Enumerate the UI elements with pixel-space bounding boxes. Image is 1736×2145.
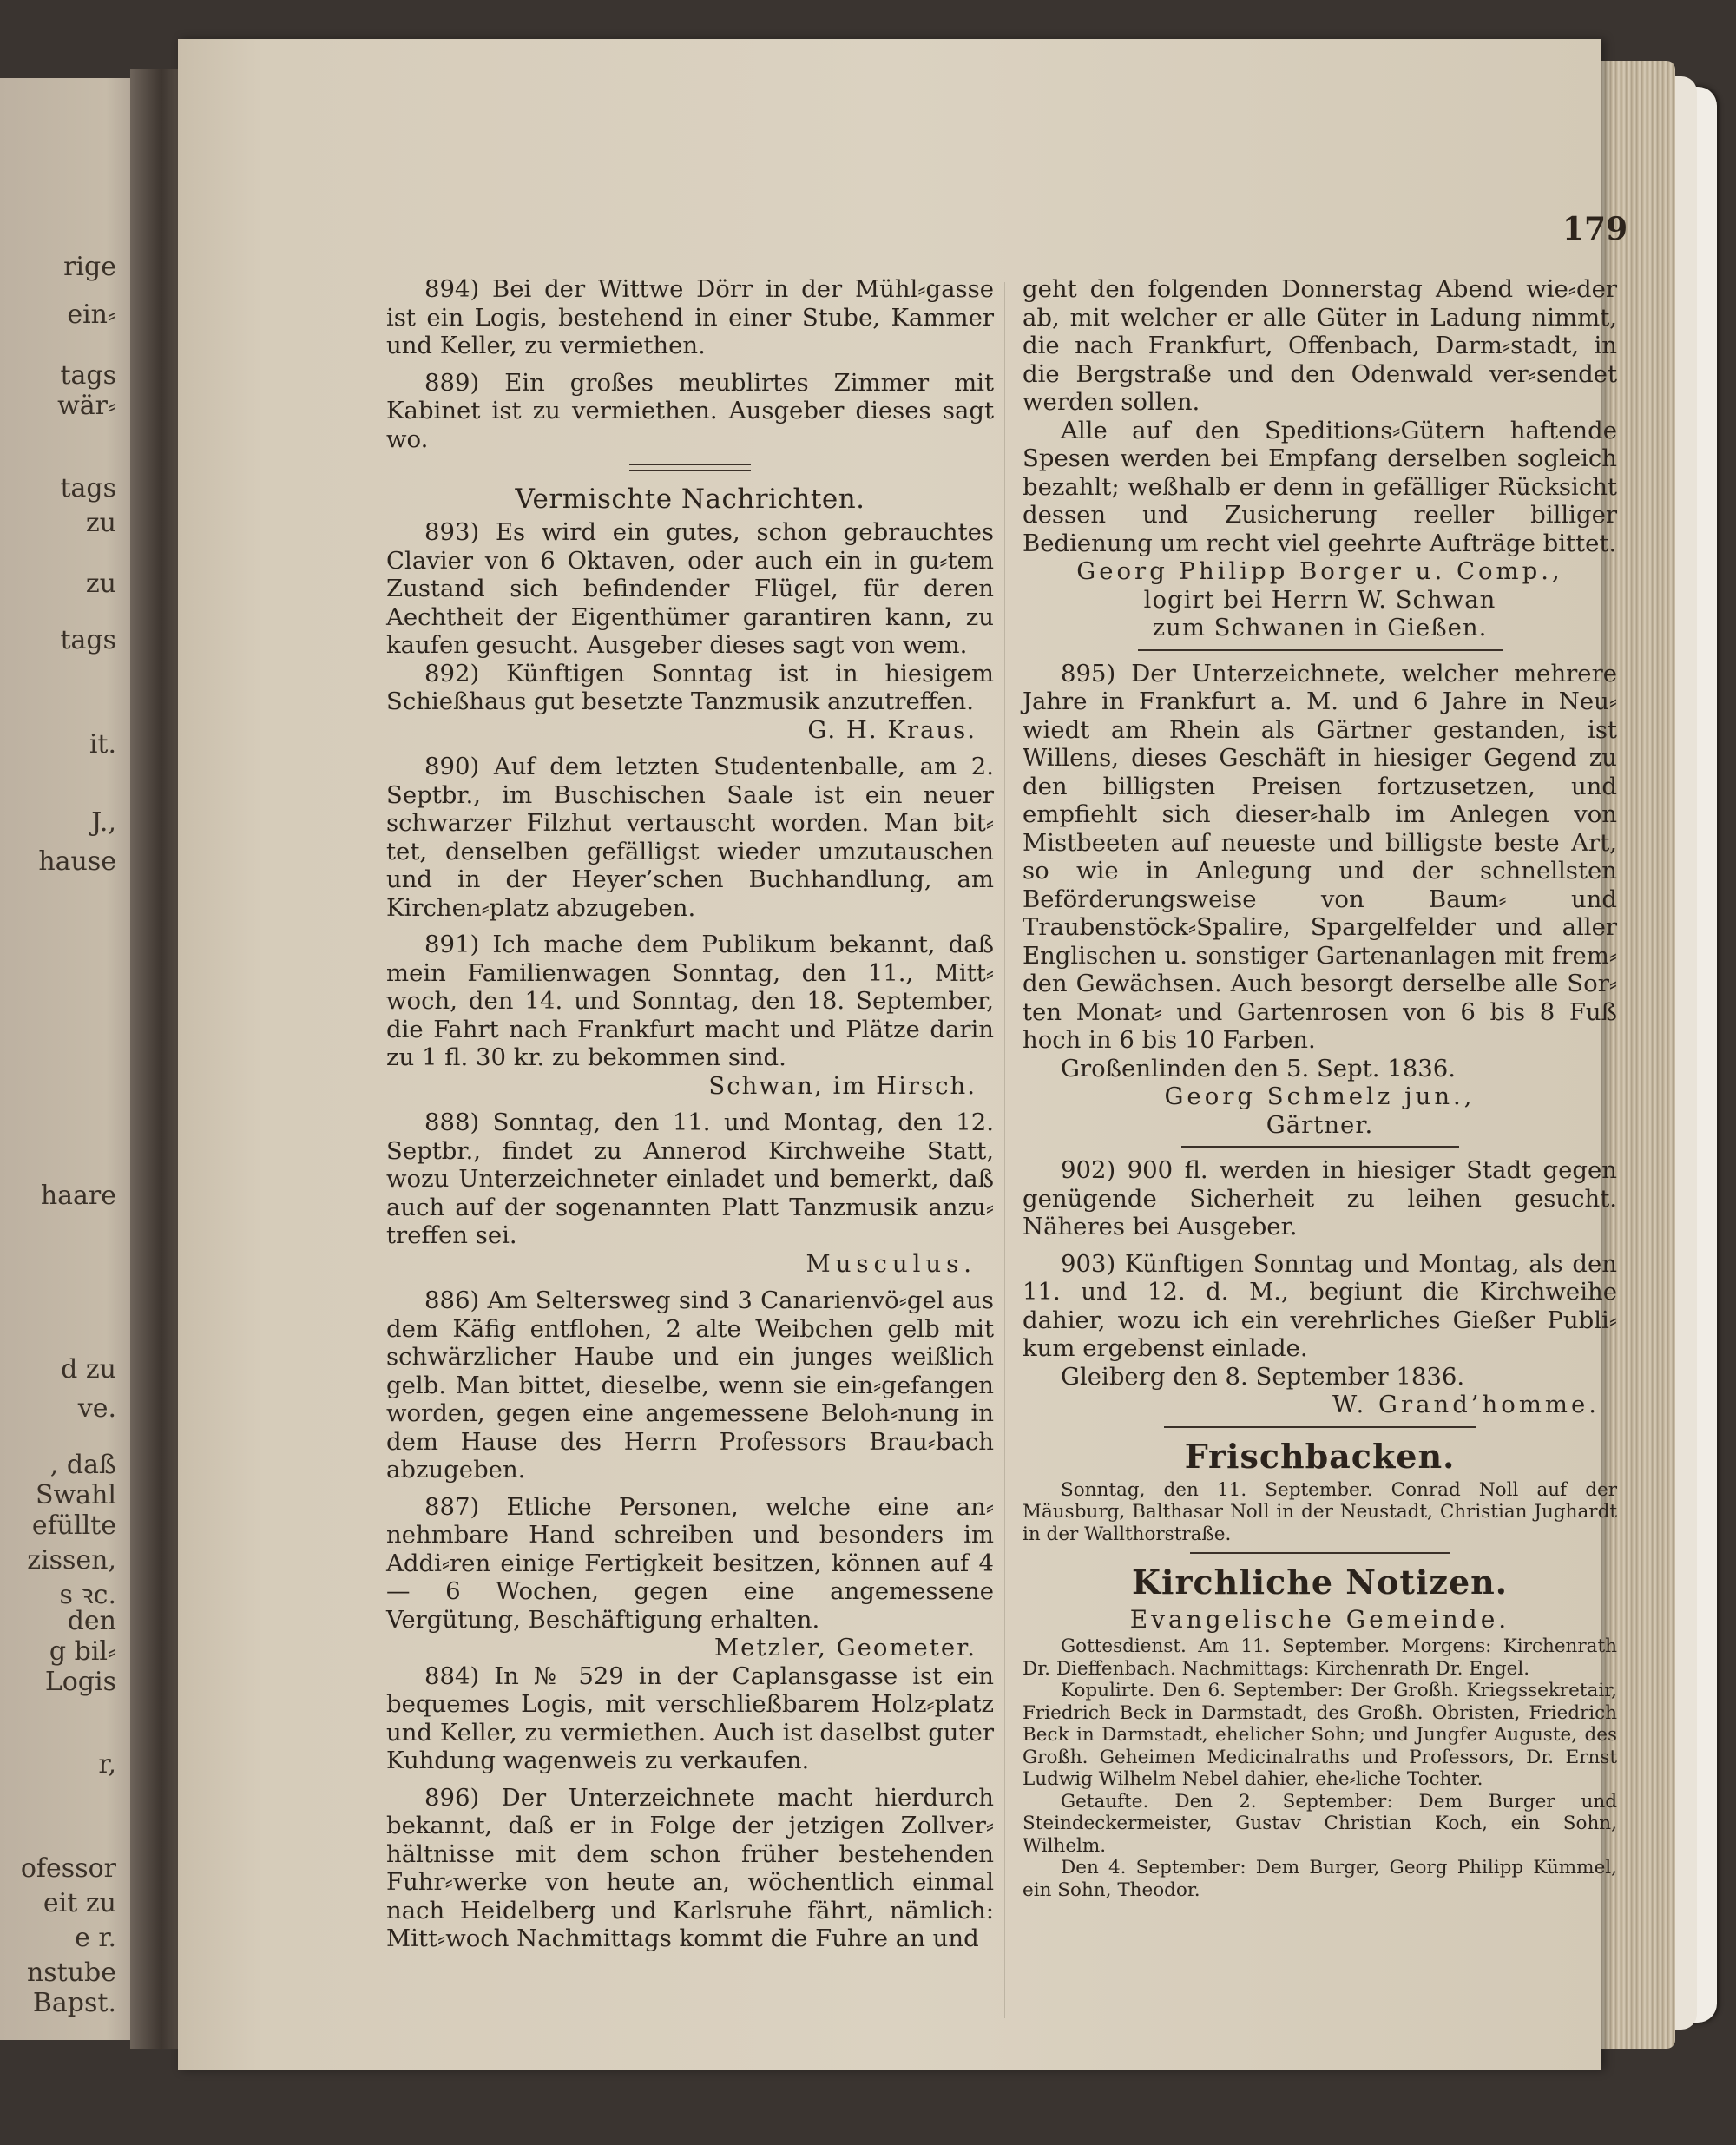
- left-fragment: r,: [98, 1749, 116, 1780]
- left-fragment: nstube: [26, 1957, 116, 1988]
- left-fragment: , daß: [49, 1450, 116, 1480]
- getaufte-text: Getaufte. Den 2. September: Dem Burger und Steindeckermeister, Gustav Christian Koch, ein Sohn, Wilhelm.: [1023, 1790, 1617, 1857]
- advert-884: 884) In № 529 in der Caplansgasse ist ein bequemes Logis, mit verschließbarem Holz⸗platz und Keller, zu vermiethen. Auch ist daselbst guter Kuhdung wagenweis zu verkaufen.: [386, 1661, 994, 1774]
- advert-891: 891) Ich mache dem Publikum bekannt, daß mein Familienwagen Sonntag, den 11., Mitt⸗woch, den 14. und Sonntag, den 18. September, die Fahrt nach Frankfurt macht und Plätze darin zu 1 fl. 30 kr. zu bekommen sind.: [386, 931, 994, 1071]
- page-number: 179: [1562, 211, 1628, 247]
- advert-896: 896) Der Unterzeichnete macht hierdurch bekannt, daß er in Folge der jetzigen Zollver⸗hältnisse mit dem schon früher bestehenden Fuhr⸗werke von heute an, wöchentlich einmal nach Heidelberg und Karlsruhe fährt, nämlich: Mitt⸗woch Nachmittags kommt die Fuhre an und: [386, 1783, 994, 1952]
- left-fragment: e r.: [75, 1923, 116, 1953]
- left-fragment: zissen,: [27, 1545, 116, 1576]
- left-fragment: tags: [60, 360, 116, 391]
- rule: [1164, 1426, 1476, 1428]
- advert-887: 887) Etliche Personen, welche eine an⸗nehmbare Hand schreiben und besonders im Addi⸗ren einige Fertigkeit besitzen, können auf 4 — 6 Wochen, gegen eine angemessene Vergütung, Beschäftigung erhalten.: [386, 1492, 994, 1634]
- left-fragment: it.: [89, 729, 116, 760]
- left-fragment: ein⸗: [67, 299, 116, 330]
- advert-892: 892) Künftigen Sonntag ist in hiesigem Schießhaus gut besetzte Tanzmusik anzutreffen.: [386, 659, 994, 715]
- left-fragment: hause: [38, 846, 116, 877]
- left-fragment: tags: [60, 473, 116, 503]
- left-column: [386, 275, 994, 1953]
- left-fragment: eit zu: [43, 1888, 116, 1918]
- left-fragment: zu: [85, 508, 116, 538]
- advert-894: 894) Bei der Wittwe Dörr in der Mühl⸗gasse ist ein Logis, bestehend in einer Stube, Kammer und Keller, zu vermiethen.: [386, 275, 994, 359]
- signature-892: G. H. Kraus.: [807, 715, 976, 744]
- newspaper-page: [178, 39, 1628, 2070]
- left-fragment: ve.: [77, 1393, 116, 1424]
- signature-895-b: Gärtner.: [1266, 1110, 1374, 1139]
- left-facing-page: [0, 78, 152, 2040]
- right-column: [1023, 275, 1617, 1901]
- date-895: Großenlinden den 5. Sept. 1836.: [1061, 1054, 1456, 1082]
- column-divider: [1004, 282, 1005, 2018]
- book-gutter: [130, 69, 182, 2049]
- advert-893: 893) Es wird ein gutes, schon gebrauchtes Clavier von 6 Oktaven, oder auch ein in gu⸗tem Zustand sich befindender Flügel, für deren Aechtheit der Eigenthümer garantiren kann, zu kaufen gesucht. Ausgeber dieses sagt von wem.: [386, 518, 994, 659]
- signature-896-a: Georg Philipp Borger u. Comp.,: [1076, 557, 1563, 585]
- frischbacken-text: Sonntag, den 11. September. Conrad Noll auf der Mäusburg, Balthasar Noll in der Neustadt, Christian Jughardt in der Wallthorstraße.: [1023, 1478, 1617, 1545]
- section-separator: [629, 464, 751, 471]
- left-fragment: tags: [60, 625, 116, 655]
- advert-895: 895) Der Unterzeichnete, welcher mehrere Jahre in Frankfurt a. M. und 6 Jahre in Neu⸗wiedt am Rhein als Gärtner gestanden, ist Willens, dieses Geschäft in hiesiger Gegend zu den billigsten Preisen fortzusetzen, und empfiehlt sich dieser⸗halb im Anlegen von Mistbeeten auf neueste und billigste beste Art, so wie in Anlegung und der schnellsten Beförderungsweise von Baum⸗ und Traubenstöck⸗Spalire, Spargelfelder und aller Englischen u. sonstiger Gartenanlagen mit frem⸗den Gewächsen. Auch besorgt derselbe alle Sor⸗ten Monat⸗ und Gartenrosen von 6 bis 8 Fuß hoch in 6 bis 10 Farben.: [1023, 659, 1617, 1054]
- left-fragment: J.,: [91, 807, 116, 838]
- section-heading-vermischte: Vermischte Nachrichten.: [515, 484, 865, 515]
- left-fragment: s ꝛc.: [59, 1580, 116, 1610]
- advert-896-continued: geht den folgenden Donnerstag Abend wie⸗der ab, mit welcher er alle Güter in Ladung nimmt, die nach Frankfurt, Offenbach, Darm⸗stadt, in die Bergstraße und den Odenwald ver⸗sendet werden sollen.: [1023, 275, 1617, 416]
- left-fragment: efüllte: [31, 1510, 116, 1541]
- left-fragment: haare: [40, 1181, 116, 1211]
- signature-896-c: zum Schwanen in Gießen.: [1152, 614, 1488, 642]
- section-heading-kirchliche: Kirchliche Notizen.: [1132, 1563, 1508, 1602]
- left-fragment: wär⸗: [57, 391, 116, 421]
- signature-888: Musculus.: [806, 1249, 976, 1278]
- advert-903: 903) Künftigen Sonntag und Montag, als den 11. und 12. d. M., begiunt die Kirchweihe dahier, wozu ich ein verehrliches Gießer Publi⸗kum ergebenst einlade.: [1023, 1249, 1617, 1362]
- signature-895-a: Georg Schmelz jun.,: [1164, 1082, 1476, 1110]
- signature-887: Metzler, Geometer.: [714, 1634, 976, 1661]
- left-fragment: ofessor: [20, 1853, 116, 1884]
- left-fragment: den: [67, 1606, 116, 1636]
- left-fragment: rige: [63, 252, 116, 282]
- left-fragment: d zu: [61, 1354, 116, 1385]
- left-fragment: Logis: [44, 1667, 116, 1697]
- signature-896-b: logirt bei Herrn W. Schwan: [1143, 585, 1496, 614]
- date-903: Gleiberg den 8. September 1836.: [1061, 1362, 1465, 1391]
- rule: [1190, 1552, 1450, 1554]
- left-page-text-fragments: [0, 78, 122, 2040]
- left-fragment: Swahl: [35, 1480, 116, 1510]
- signature-903: W. Grand’homme.: [1332, 1391, 1600, 1418]
- advert-902: 902) 900 fl. werden in hiesiger Stadt gegen genügende Sicherheit zu leihen gesucht. Näheres bei Ausgeber.: [1023, 1156, 1617, 1240]
- advert-890: 890) Auf dem letzten Studentenballe, am 2. Septbr., im Buschischen Saale ist ein neuer schwarzer Filzhut vertauscht worden. Man bit⸗tet, denselben gefälligst wieder umzutauschen und in der Heyer’schen Buchhandlung, am Kirchen⸗platz abzugeben.: [386, 753, 994, 922]
- left-fragment: g bil⸗: [49, 1636, 116, 1667]
- left-fragment: zu: [85, 569, 116, 599]
- advert-886: 886) Am Seltersweg sind 3 Canarienvö⸗gel aus dem Käfig entflohen, 2 alte Weibchen gelb mit schwärzlicher Haube und ein junges weißlich gelb. Man bittet, dieselbe, wenn sie ein⸗gefangen worden, gegen eine angemessene Beloh⸗nung in dem Hause des Herrn Professors Brau⸗bach abzugeben.: [386, 1286, 994, 1484]
- gottesdienst-text: Gottesdienst. Am 11. September. Morgens: Kirchenrath Dr. Dieffenbach. Nachmittags: Kirchenrath Dr. Engel.: [1023, 1635, 1617, 1680]
- rule: [1138, 649, 1503, 651]
- rule: [1181, 1146, 1459, 1148]
- signature-891: Schwan, im Hirsch.: [708, 1071, 976, 1100]
- section-heading-frischbacken: Frischbacken.: [1184, 1436, 1456, 1476]
- advert-896-continued-b: Alle auf den Speditions⸗Gütern haftende Spesen werden bei Empfang derselben sogleich bezahlt; weßhalb er denn in gefälliger Rücksicht dessen und Zusicherung reeller billiger Bedienung um recht viel geehrte Aufträge bittet.: [1023, 416, 1617, 557]
- getaufte-text-2: Den 4. September: Dem Burger, Georg Philipp Kümmel, ein Sohn, Theodor.: [1023, 1857, 1617, 1901]
- sub-heading-evangelisch: Evangelische Gemeinde.: [1129, 1605, 1510, 1634]
- advert-889: 889) Ein großes meublirtes Zimmer mit Kabinet ist zu vermiethen. Ausgeber dieses sagt wo.: [386, 368, 994, 453]
- left-fragment: Bapst.: [32, 1988, 116, 2018]
- advert-888: 888) Sonntag, den 11. und Montag, den 12. Septbr., findet zu Annerod Kirchweihe Statt, wozu Unterzeichneter einladet und bemerkt, daß auch auf der sogenannten Platt Tanzmusik anzu⸗treffen sei.: [386, 1109, 994, 1249]
- kopulirte-text: Kopulirte. Den 6. September: Der Großh. Kriegssekretair, Friedrich Beck in Darmstadt, des Großh. Obristen, Friedrich Beck in Darmstadt, ehelicher Sohn; und Jungfer Auguste, des Großh. Geheimen Medicinalraths und Professors, Dr. Ernst Ludwig Wilhelm Nebel dahier, ehe⸗liche Tochter.: [1023, 1680, 1617, 1790]
